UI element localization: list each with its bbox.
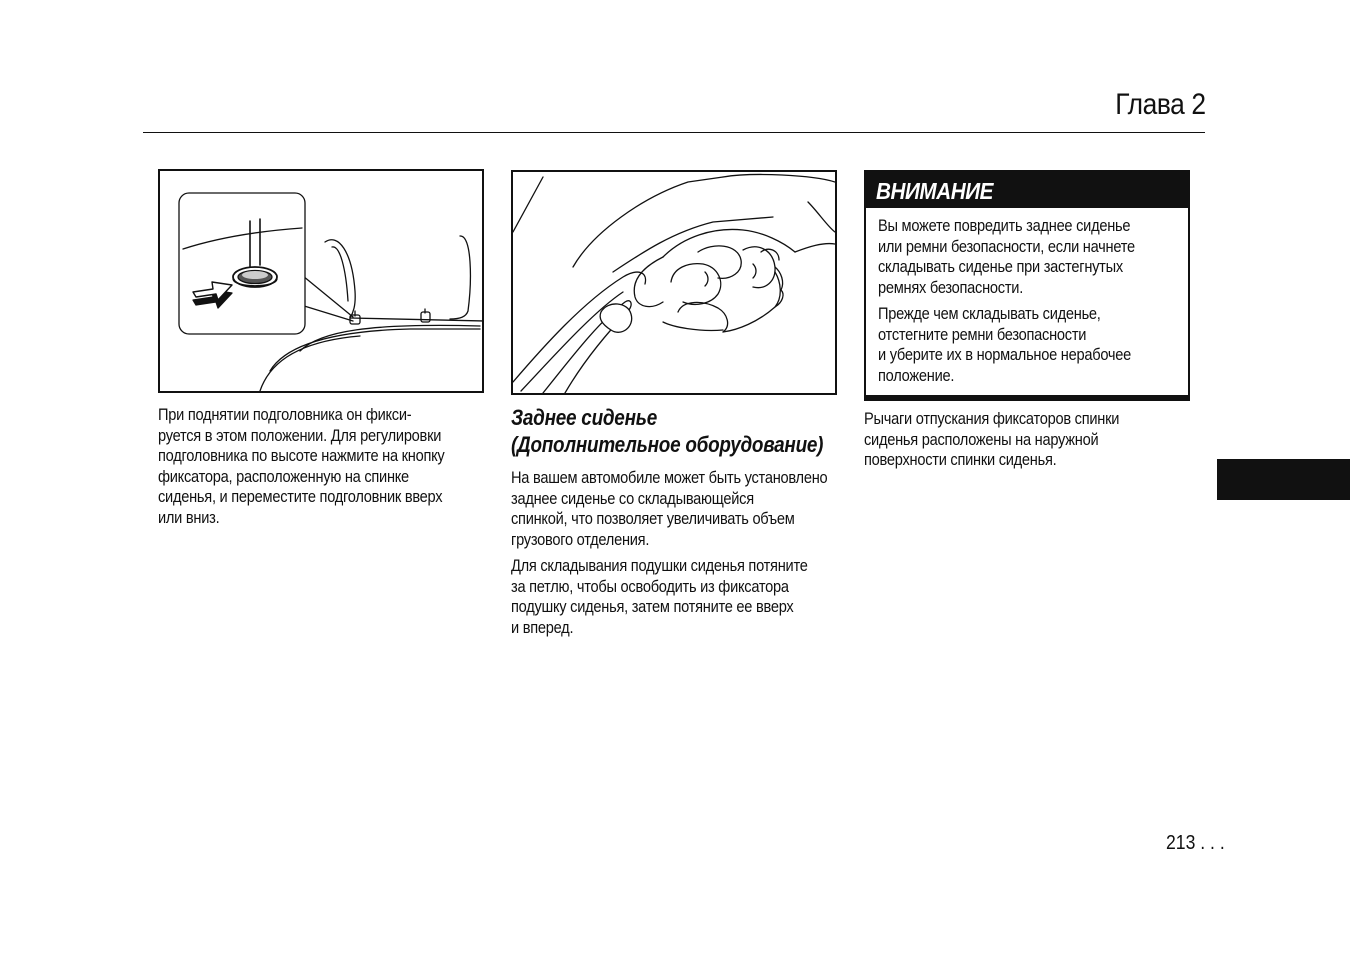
text-line: Прежде чем складывать сиденье, <box>878 304 1101 323</box>
text-line: и уберите их в нормальное нерабочее <box>878 345 1132 364</box>
text-line: руется в этом положении. Для регулировки <box>158 425 442 445</box>
text-line: подушку сиденья, затем потяните ее вверх <box>511 597 794 616</box>
headrest-description <box>158 405 538 528</box>
text-line: отстегните ремни безопасности <box>878 324 1087 344</box>
text-line: При поднятии подголовника он фикси- <box>158 405 412 424</box>
text-line: или вниз. <box>158 507 220 527</box>
paragraph <box>878 216 1179 298</box>
text-line: сиденья расположены на наружной <box>864 429 1099 449</box>
text-line: ремнях безопасности. <box>878 277 1024 297</box>
warning-title: ВНИМАНИЕ <box>876 178 994 204</box>
paragraph <box>511 468 838 550</box>
text-line: подголовника по высоте нажмите на кнопку <box>158 446 445 465</box>
text-line: На вашем автомобиле может быть установлено <box>511 468 828 487</box>
headrest-lock-illustration <box>160 171 482 391</box>
text-line: Рычаги отпускания фиксаторов спинки <box>864 409 1120 428</box>
warning-header <box>866 172 1188 208</box>
text-line: грузового отделения. <box>511 529 650 549</box>
text-line: заднее сиденье со складывающейся <box>511 488 754 508</box>
seat-fold-figure <box>511 170 837 395</box>
hand-pulling-strap-illustration <box>513 172 835 393</box>
text-line: Для складывания подушки сиденья потяните <box>511 556 808 575</box>
page-number: 213 . . . <box>1166 832 1225 854</box>
section-title <box>511 404 891 458</box>
text-line: Вы можете повредить заднее сиденье <box>878 216 1131 235</box>
chapter-title: Глава 2 <box>1115 88 1206 121</box>
text-line: поверхности спинки сиденья. <box>864 450 1057 469</box>
headrest-lock-figure <box>158 169 484 393</box>
header-divider <box>143 132 1205 133</box>
section-title-line: (Дополнительное оборудование) <box>511 432 824 457</box>
warning-box <box>864 170 1190 401</box>
text-line: сиденья, и переместите подголовник вверх <box>158 487 443 506</box>
release-lever-description <box>864 409 1244 471</box>
paragraph <box>878 304 1179 386</box>
paragraph <box>511 556 838 638</box>
text-line: спинкой, что позволяет увеличивать объем <box>511 509 795 528</box>
text-line: или ремни безопасности, если начнете <box>878 236 1135 256</box>
text-line: и вперед. <box>511 617 574 637</box>
chapter-tab-marker <box>1217 459 1350 500</box>
text-line: положение. <box>878 365 955 385</box>
text-line: за петлю, чтобы освободить из фиксатора <box>511 576 789 596</box>
section-title-line: Заднее сиденье <box>511 405 657 430</box>
warning-body <box>878 216 1179 386</box>
rear-seat-description <box>511 468 891 638</box>
text-line: фиксатора, расположенную на спинке <box>158 466 409 486</box>
text-line: складывать сиденье при застегнутых <box>878 257 1123 276</box>
